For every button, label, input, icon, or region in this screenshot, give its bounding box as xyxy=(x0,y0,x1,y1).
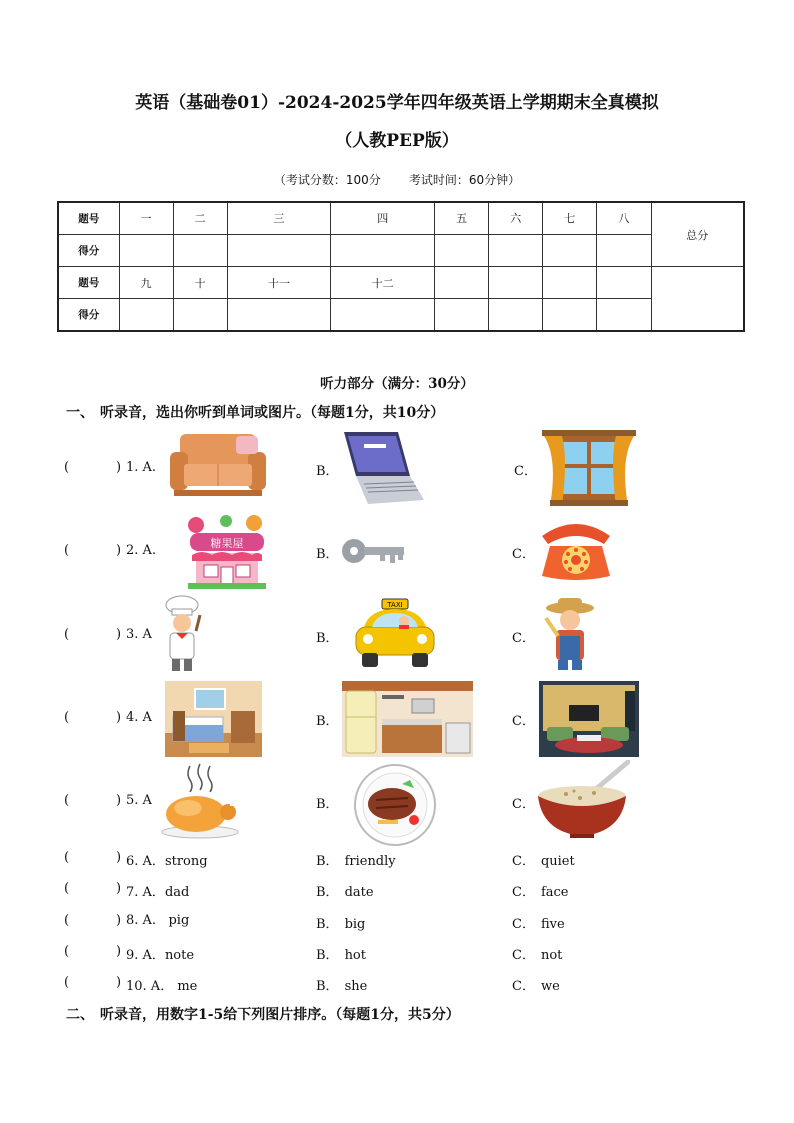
score-cell[interactable] xyxy=(489,299,543,331)
score-col: 十一 xyxy=(227,267,331,299)
option-a: pig xyxy=(168,913,190,928)
option-c: face xyxy=(540,885,569,900)
answer-bracket[interactable]: ( xyxy=(64,627,70,642)
score-cell[interactable] xyxy=(227,299,331,331)
answer-bracket-close: ) xyxy=(116,913,122,928)
score-label: 得分 xyxy=(58,234,119,266)
score-label: 得分 xyxy=(58,299,119,331)
option-c: five xyxy=(540,917,565,932)
answer-bracket[interactable]: ( xyxy=(64,793,70,808)
score-cell[interactable] xyxy=(173,299,227,331)
answer-bracket-close: ) xyxy=(116,944,122,959)
option-c: quiet xyxy=(540,854,575,869)
answer-bracket-close: ) xyxy=(116,710,122,725)
option-c-label: C． xyxy=(512,854,535,869)
option-b-label: B． xyxy=(316,917,339,932)
part2-number: 二、 xyxy=(66,1007,94,1023)
answer-bracket[interactable]: ( xyxy=(64,881,70,896)
option-b-label: B． xyxy=(316,948,339,963)
answer-bracket-close: ) xyxy=(116,881,122,896)
score-col xyxy=(597,267,651,299)
option-a: me xyxy=(177,979,198,994)
option-b-label: B． xyxy=(316,714,339,729)
question-number: 8. A. xyxy=(126,913,157,928)
exam-time-info: 考试时间：60分钟） xyxy=(408,173,521,187)
answer-bracket-close: ) xyxy=(116,627,122,642)
exam-info xyxy=(0,171,794,188)
answer-bracket[interactable]: ( xyxy=(64,975,70,990)
window-picture[interactable] xyxy=(540,428,638,510)
part1-instruction: 听录音，选出你听到单词或图片。（每题1分，共10分） xyxy=(100,405,445,421)
candy-shop-sign: 糖果屋 xyxy=(210,537,244,550)
part2-instruction: 听录音，用数字1-5给下列图片排序。（每题1分，共5分） xyxy=(100,1007,460,1023)
question-8 xyxy=(0,913,794,933)
question-number-label: 题号 xyxy=(58,202,119,234)
total-label: 总分 xyxy=(651,202,744,267)
answer-bracket-close: ) xyxy=(116,975,122,990)
score-col: 八 xyxy=(597,202,651,234)
chicken-picture[interactable] xyxy=(160,762,240,840)
option-b-label: B． xyxy=(316,797,339,812)
score-col: 七 xyxy=(543,202,597,234)
question-number: 2. A. xyxy=(126,543,157,558)
score-col xyxy=(489,267,543,299)
bedroom-picture[interactable] xyxy=(165,681,262,757)
option-b: friendly xyxy=(344,854,396,869)
question-number: 4. A xyxy=(126,710,152,725)
score-cell[interactable] xyxy=(119,299,173,331)
question-number: 7. A． xyxy=(126,885,165,900)
score-cell[interactable] xyxy=(173,234,227,266)
score-cell[interactable] xyxy=(331,234,435,266)
exam-subtitle: （人教PEP版） xyxy=(335,131,459,151)
question-number-label: 题号 xyxy=(58,267,119,299)
option-b: big xyxy=(344,917,366,932)
question-6 xyxy=(0,850,794,870)
score-cell[interactable] xyxy=(597,234,651,266)
option-b-label: B． xyxy=(316,854,339,869)
part1-heading xyxy=(66,402,444,422)
score-col: 五 xyxy=(435,202,489,234)
score-cell[interactable] xyxy=(543,299,597,331)
option-c-label: C． xyxy=(512,797,535,812)
score-col: 四 xyxy=(331,202,435,234)
option-b-label: B． xyxy=(316,885,339,900)
score-cell[interactable] xyxy=(543,234,597,266)
farmer-picture[interactable] xyxy=(544,596,598,672)
option-b-label: B． xyxy=(316,631,339,646)
answer-bracket[interactable]: ( xyxy=(64,710,70,725)
option-c-label: C． xyxy=(512,948,535,963)
score-cell[interactable] xyxy=(489,234,543,266)
score-col: 九 xyxy=(119,267,173,299)
question-number: 10. A． xyxy=(126,979,174,994)
question-10 xyxy=(0,975,794,995)
soup-picture[interactable] xyxy=(536,760,630,840)
telephone-picture[interactable] xyxy=(538,518,614,582)
total-score-cell[interactable] xyxy=(651,267,744,332)
option-b-label: B． xyxy=(316,979,339,994)
answer-bracket-close: ) xyxy=(116,793,122,808)
part2-heading xyxy=(66,1004,460,1024)
option-b: date xyxy=(344,885,374,900)
question-number: 9. A． xyxy=(126,948,165,963)
kitchen-picture[interactable] xyxy=(342,681,473,757)
question-number: 5. A xyxy=(126,793,152,808)
score-col: 六 xyxy=(489,202,543,234)
option-b: hot xyxy=(344,948,366,963)
option-c-label: C． xyxy=(512,979,535,994)
option-c-label: C． xyxy=(512,631,535,646)
exam-score-info: （考试分数：100分 xyxy=(273,173,381,187)
option-b: she xyxy=(344,979,368,994)
answer-bracket[interactable]: ( xyxy=(64,850,70,865)
score-col: 二 xyxy=(173,202,227,234)
answer-bracket-close: ) xyxy=(116,543,122,558)
question-number: 6. A． xyxy=(126,854,165,869)
cook-picture[interactable] xyxy=(158,595,204,673)
taxi-sign: TAXI xyxy=(387,601,403,609)
exam-title: 英语（基础卷01）-2024-2025学年四年级英语上学期期末全真模拟 xyxy=(135,93,659,113)
option-b-label: B． xyxy=(316,547,339,562)
option-a: dad xyxy=(164,885,190,900)
score-col: 十 xyxy=(173,267,227,299)
living-room-picture[interactable] xyxy=(539,681,639,757)
score-cell[interactable] xyxy=(227,234,331,266)
score-cell[interactable] xyxy=(435,299,489,331)
score-col xyxy=(435,267,489,299)
part1-number: 一、 xyxy=(66,405,94,421)
option-c-label: C． xyxy=(512,714,535,729)
question-number: 3. A xyxy=(126,627,152,642)
question-number: 1. A. xyxy=(126,460,157,475)
option-c: not xyxy=(540,948,563,963)
sofa-picture[interactable] xyxy=(170,430,266,500)
taxi-driver-picture[interactable] xyxy=(352,597,438,671)
score-cell[interactable] xyxy=(435,234,489,266)
option-c-label: C． xyxy=(512,885,535,900)
listening-section-title: 听力部分（满分：30分） xyxy=(320,376,474,392)
answer-bracket[interactable]: ( xyxy=(64,944,70,959)
answer-bracket[interactable]: ( xyxy=(64,913,70,928)
option-a: strong xyxy=(164,854,208,869)
score-cell[interactable] xyxy=(119,234,173,266)
laptop-picture[interactable] xyxy=(338,430,424,508)
score-cell[interactable] xyxy=(597,299,651,331)
score-cell[interactable] xyxy=(331,299,435,331)
option-b-label: B． xyxy=(316,464,339,479)
answer-bracket[interactable]: ( xyxy=(64,460,70,475)
option-c-label: C． xyxy=(512,917,535,932)
answer-bracket-close: ) xyxy=(116,460,122,475)
option-c: we xyxy=(540,979,560,994)
score-col xyxy=(543,267,597,299)
option-c-label: C． xyxy=(512,547,535,562)
option-c-label: C． xyxy=(514,464,537,479)
question-9 xyxy=(0,944,794,964)
key-picture[interactable] xyxy=(340,535,408,567)
question-7 xyxy=(0,881,794,901)
score-table xyxy=(57,201,745,332)
score-col: 三 xyxy=(227,202,331,234)
answer-bracket[interactable]: ( xyxy=(64,543,70,558)
candy-shop-picture[interactable] xyxy=(184,515,270,591)
score-col: 十二 xyxy=(331,267,435,299)
beef-picture[interactable] xyxy=(352,762,438,848)
answer-bracket-close: ) xyxy=(116,850,122,865)
score-col: 一 xyxy=(119,202,173,234)
option-a: note xyxy=(164,948,195,963)
